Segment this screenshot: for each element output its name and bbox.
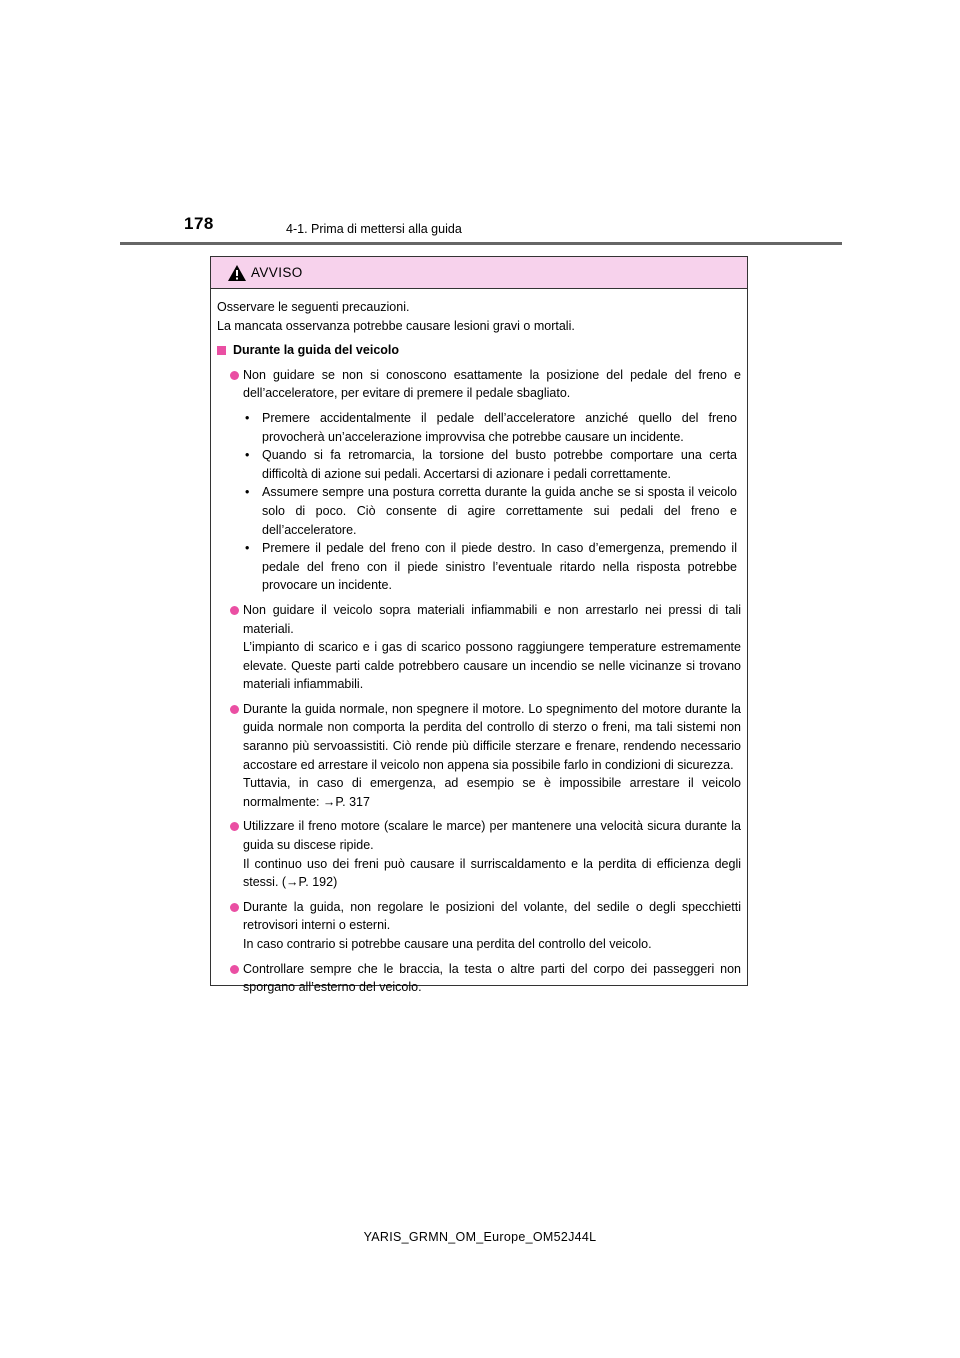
warning-intro (217, 298, 741, 335)
item-paragraph: In caso contrario si potrebbe causare una perdita del controllo del veicolo. (243, 937, 652, 951)
circle-bullet-icon (230, 965, 239, 974)
sub-list (243, 409, 741, 595)
warning-title: AVVISO (251, 265, 303, 280)
header-rule (120, 242, 842, 245)
item-paragraph: L’impianto di scarico e i gas di scarico possono raggiungere temperature estremamente elevate. Queste parti calde potrebbero causare un incendio se nelle vicinanze si trovano materiali infiammabili. (243, 640, 741, 692)
warning-triangle-icon (227, 264, 247, 282)
circle-bullet-icon (230, 606, 239, 615)
item-paragraph: Il continuo uso dei freni può causare il surriscaldamento e la perdita di efficienza degli stessi. (→P. 192) (243, 856, 741, 890)
circle-bullet-icon (230, 371, 239, 380)
warning-item (217, 960, 741, 997)
warning-item (217, 366, 741, 595)
item-paragraph: Durante la guida normale, non spegnere il motore. Lo spegnimento del motore durante la guida normale non comporta la perdita del controllo di sterzo o freni, ma tali sistemi non saranno più servoassistiti. Ciò rende più difficile sterzare e frenare, rendendo necessario accostare ed arrestare il veicolo non appena sia possibile farlo in condizioni di sicurezza. (243, 701, 741, 772)
item-paragraph: Controllare sempre che le braccia, la testa o altre parti del corpo dei passeggeri non sporgano all’esterno del veicolo. (243, 961, 741, 995)
warning-body (211, 289, 747, 997)
warning-item (217, 898, 741, 954)
page-number: 178 (184, 214, 214, 233)
chapter-title: 4-1. Prima di mettersi alla guida (286, 222, 462, 236)
sub-item: • Quando si fa retromarcia, la torsione del busto potrebbe comportare una certa difficoltà di azione sui pedali. Accertarsi di azionare i pedali correttamente. (245, 448, 737, 481)
section-heading-text: Durante la guida del veicolo (233, 343, 400, 358)
sub-item: • Premere il pedale del freno con il piede destro. In caso d’emergenza, premendo il pedale del freno con il piede sinistro l’eventuale ritardo nella risposta potrebbe provocare un incidente. (245, 541, 737, 593)
warning-item (217, 817, 741, 891)
section-heading (217, 341, 741, 360)
item-paragraph: Non guidare se non si conoscono esattamente la posizione del pedale del freno e dell’acceleratore, per evitare di premere il pedale sbagliato. (243, 367, 741, 401)
warning-item (217, 700, 741, 812)
item-paragraph: Tuttavia, in caso di emergenza, ad esempio se è impossibile arrestare il veicolo normalmente: →P. 317 (243, 776, 741, 809)
circle-bullet-icon (230, 705, 239, 714)
intro-line: La mancata osservanza potrebbe causare lesioni gravi o mortali. (217, 318, 575, 333)
page-header (120, 214, 842, 246)
square-bullet-icon (217, 346, 226, 355)
item-paragraph: Utilizzare il freno motore (scalare le marce) per mantenere una velocità sicura durante la guida su discese ripide. (243, 819, 741, 853)
intro-line: Osservare le seguenti precauzioni. (217, 300, 410, 314)
circle-bullet-icon (230, 903, 239, 912)
sub-item: • Premere accidentalmente il pedale dell’acceleratore anziché quello del freno provocherà un’accelerazione improvvisa che potrebbe causare un incidente. (245, 410, 737, 444)
warning-header (211, 257, 747, 289)
document-code: YARIS_GRMN_OM_Europe_OM52J44L (363, 1230, 597, 1244)
warning-box (210, 256, 748, 995)
sub-item: • Assumere sempre una postura corretta durante la guida anche se si sposta il veicolo solo di poco. Ciò consente di agire correttamente sui pedali del freno e dell’acceleratore. (245, 485, 737, 537)
item-paragraph: Non guidare il veicolo sopra materiali infiammabili e non arrestarlo nei pressi di tali materiali. (243, 602, 741, 636)
item-paragraph: Durante la guida, non regolare le posizioni del volante, del sedile o degli specchietti retrovisori interni o esterni. (243, 899, 741, 933)
warning-item (217, 601, 741, 694)
circle-bullet-icon (230, 822, 239, 831)
